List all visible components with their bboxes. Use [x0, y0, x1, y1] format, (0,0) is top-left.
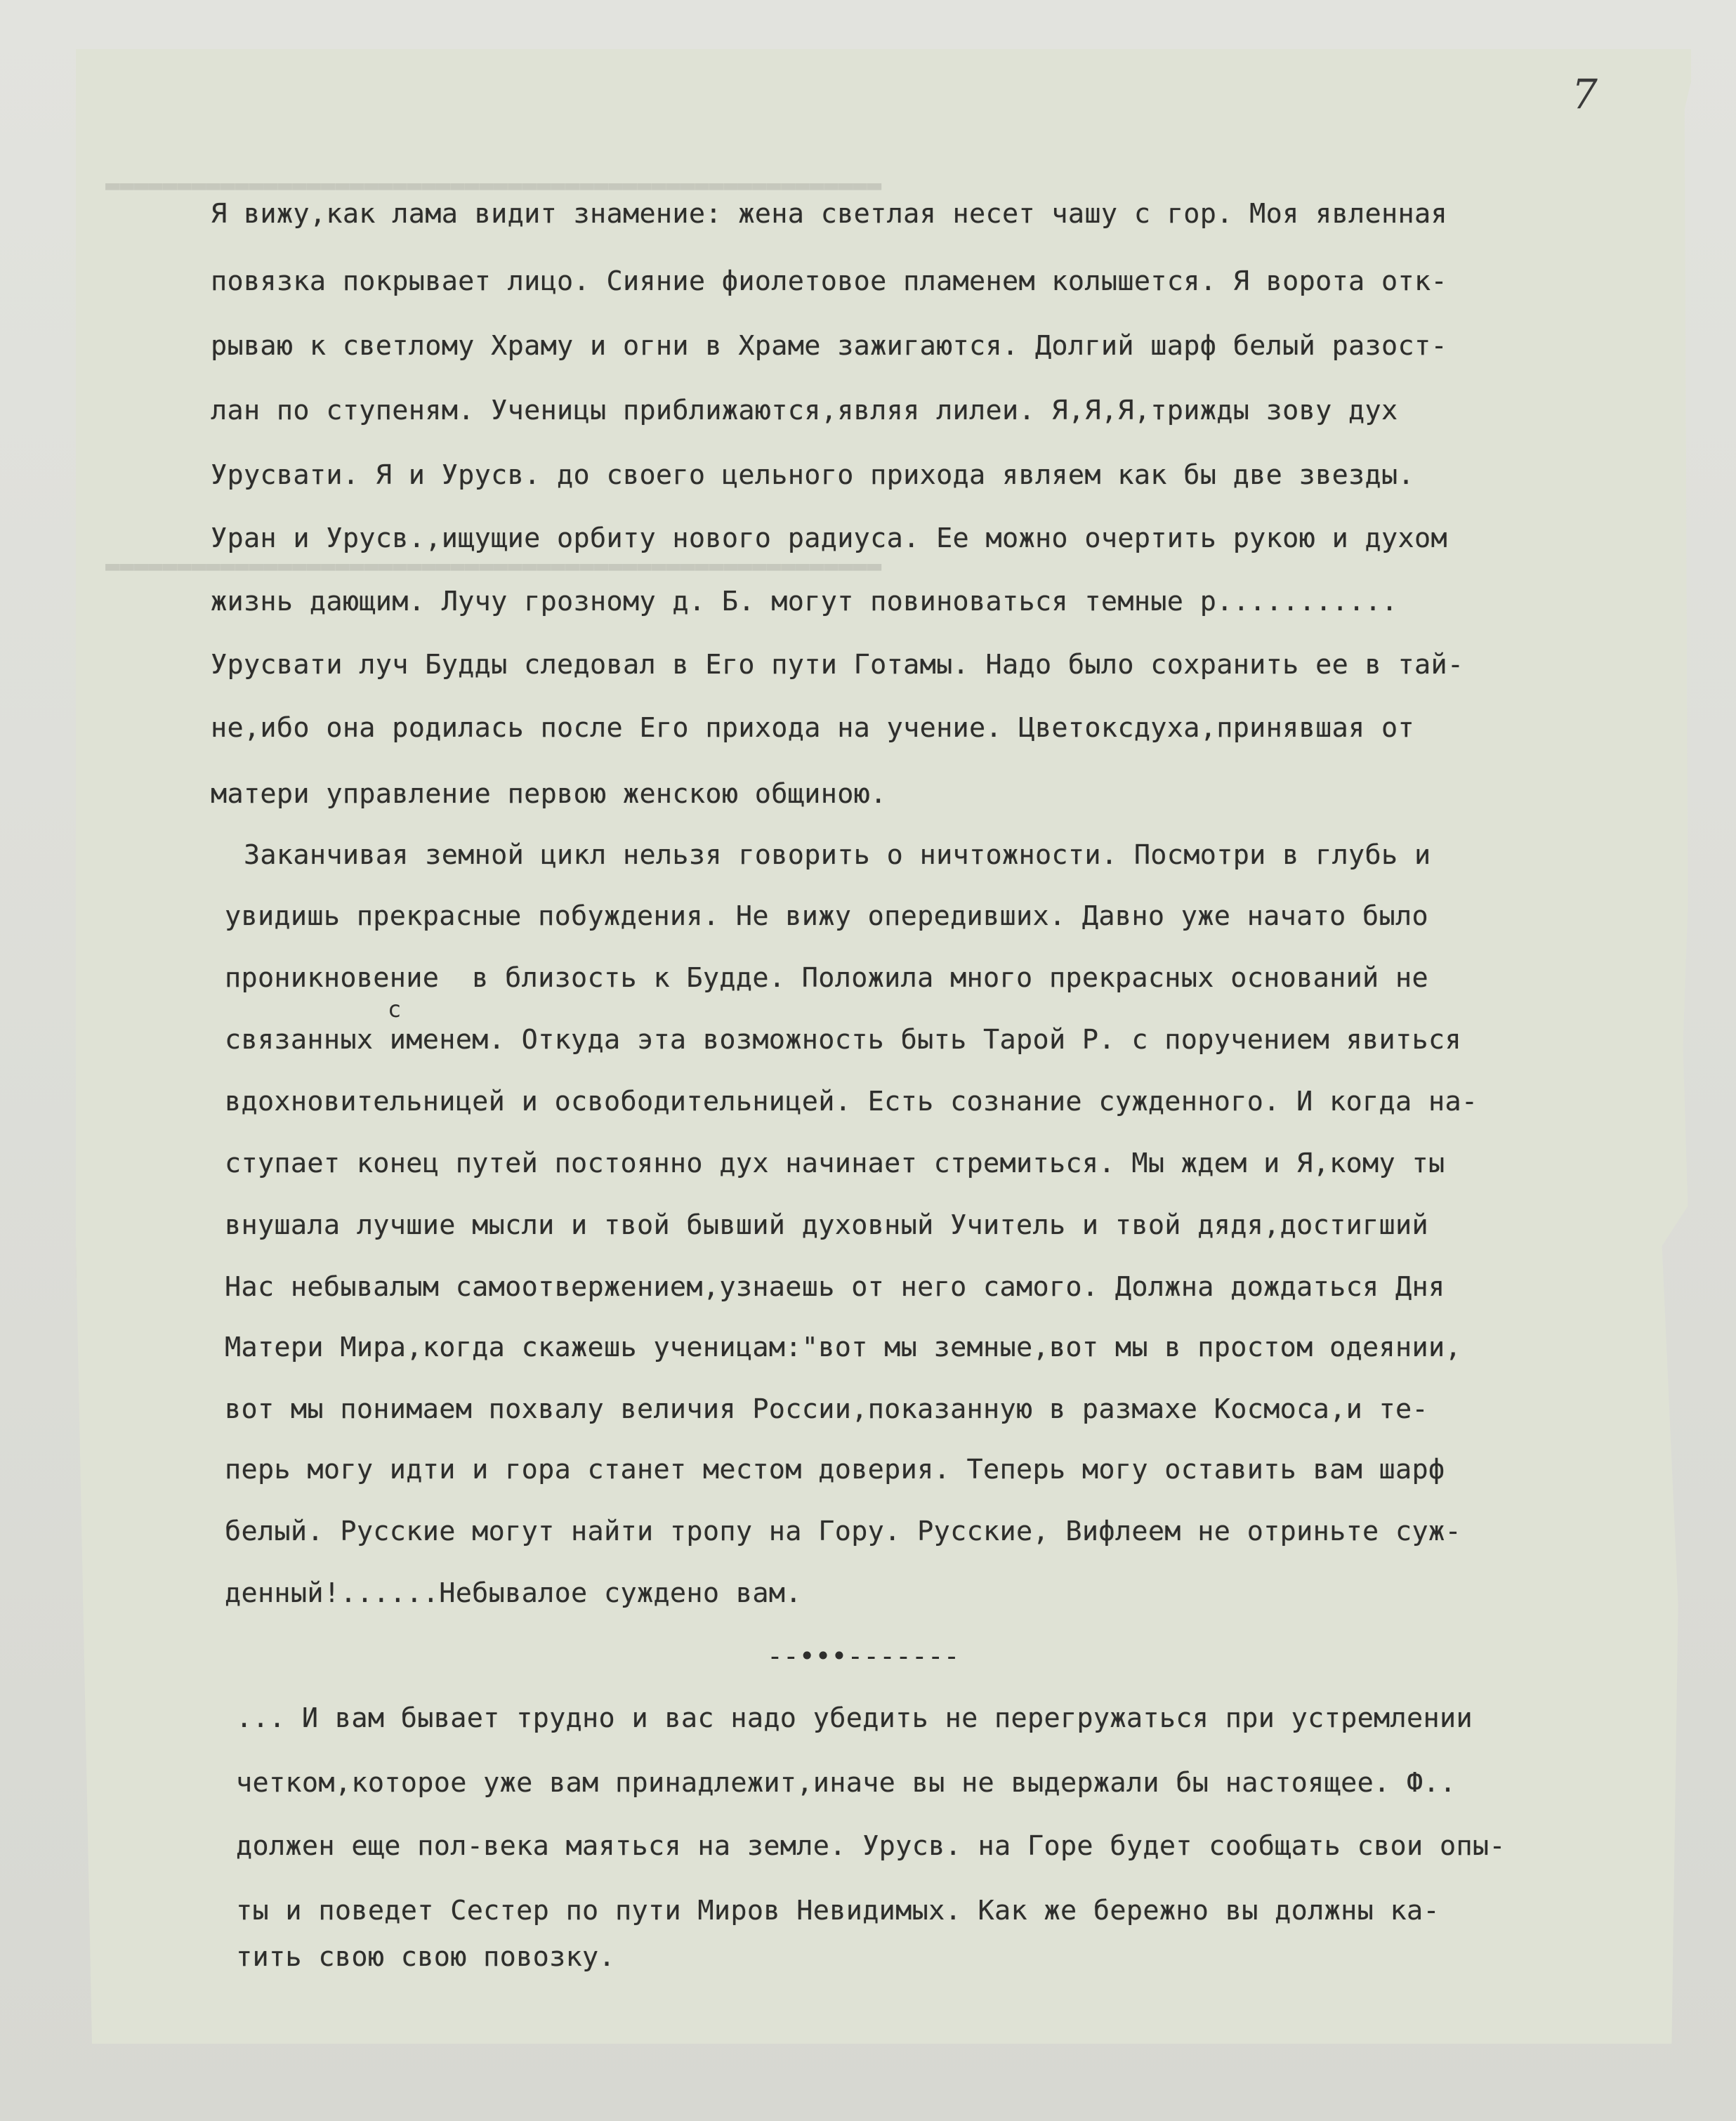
- text-line: должен еще пол-века маяться на земле. Урусв. на Горе будет сообщать свои опы-: [236, 1830, 1506, 1862]
- section-divider: --•••-------: [767, 1641, 960, 1672]
- text-line: лан по ступеням. Ученицы приближаются,являя лилеи. Я,Я,Я,трижды зову дух: [211, 395, 1398, 426]
- text-line: не,ибо она родилась после Его прихода на учение. Цветоксдуха,принявшая от: [211, 712, 1414, 744]
- text-line: белый. Русские могут найти тропу на Гору. Русские, Вифлеем не отриньте суж-: [225, 1516, 1461, 1547]
- text-line: рываю к светлому Храму и огни в Храме зажигаются. Долгий шарф белый разост-: [211, 330, 1447, 362]
- text-line: внушала лучшие мысли и твой бывший духовный Учитель и твой дядя,достигший: [225, 1209, 1428, 1241]
- text-line: Урусвати луч Будды следовал в Его пути Готамы. Надо было сохранить ее в тай-: [211, 649, 1464, 681]
- bleed-through-texture: ▬▬▬▬▬▬▬▬▬▬▬▬▬▬▬▬▬▬▬▬▬▬▬▬▬▬▬▬▬▬▬▬▬▬▬▬▬▬▬▬▬▬▬▬▬▬▬▬▬▬▬▬▬▬: [105, 555, 882, 583]
- text-line: четком,которое уже вам принадлежит,иначе вы не выдержали бы настоящее. Ф..: [236, 1767, 1456, 1799]
- text-line: вдохновительницей и освободительницей. Есть сознание сужденного. И когда на-: [225, 1086, 1478, 1117]
- text-line: повязка покрывает лицо. Сияние фиолетовое пламенем колышется. Я ворота отк-: [211, 265, 1447, 297]
- text-line: Заканчивая земной цикл нельзя говорить о ничтожности. Посмотри в глубь и: [211, 839, 1431, 871]
- text-line: ... И вам бывает трудно и вас надо убедить не перегружаться при устремлении: [236, 1702, 1473, 1734]
- handwritten-insertion: с: [388, 996, 402, 1023]
- text-line: Нас небывалым самоотвержением,узнаешь от него самого. Должна дождаться Дня: [225, 1271, 1445, 1303]
- text-line: ты и поведет Сестер по пути Миров Невидимых. Как же бережно вы должны ка-: [236, 1895, 1440, 1926]
- text-line: Урусвати. Я и Урусв. до своего цельного прихода являем как бы две звезды.: [211, 459, 1414, 491]
- page-number: 7: [1572, 70, 1598, 118]
- text-line: Матери Мира,когда скажешь ученицам:"вот мы земные,вот мы в простом одеянии,: [225, 1332, 1461, 1363]
- bleed-through-texture: ▬▬▬▬▬▬▬▬▬▬▬▬▬▬▬▬▬▬▬▬▬▬▬▬▬▬▬▬▬▬▬▬▬▬▬▬▬▬▬▬▬▬▬▬▬▬▬▬▬▬▬▬▬▬: [105, 174, 882, 202]
- text-line: перь могу идти и гора станет местом доверия. Теперь могу оставить вам шарф: [225, 1454, 1445, 1485]
- text-line: проникновение в близость к Будде. Положила много прекрасных оснований не: [225, 962, 1428, 994]
- text-line: Уран и Урусв.,ищущие орбиту нового радиуса. Ее можно очертить рукою и духом: [211, 523, 1447, 554]
- text-line: жизнь дающим. Лучу грозному д. Б. могут повиноваться темные р...........: [211, 586, 1398, 617]
- text-line: вот мы понимаем похвалу величия России,показанную в размахе Космоса,и те-: [225, 1393, 1428, 1425]
- text-line: тить свою свою повозку.: [236, 1941, 616, 1973]
- text-line: ступает конец путей постоянно дух начинает стремиться. Мы ждем и Я,кому ты: [225, 1148, 1445, 1179]
- text-line: матери управление первою женскою общиною.: [211, 778, 887, 810]
- text-line: связанных именем. Откуда эта возможность быть Тарой Р. с поручением явиться: [225, 1024, 1461, 1056]
- text-line: Я вижу,как лама видит знамение: жена светлая несет чашу с гор. Моя явленная: [211, 198, 1447, 230]
- text-line: денный!......Небывалое суждено вам.: [225, 1577, 802, 1609]
- text-line: увидишь прекрасные побуждения. Не вижу опередивших. Давно уже начато было: [225, 900, 1428, 932]
